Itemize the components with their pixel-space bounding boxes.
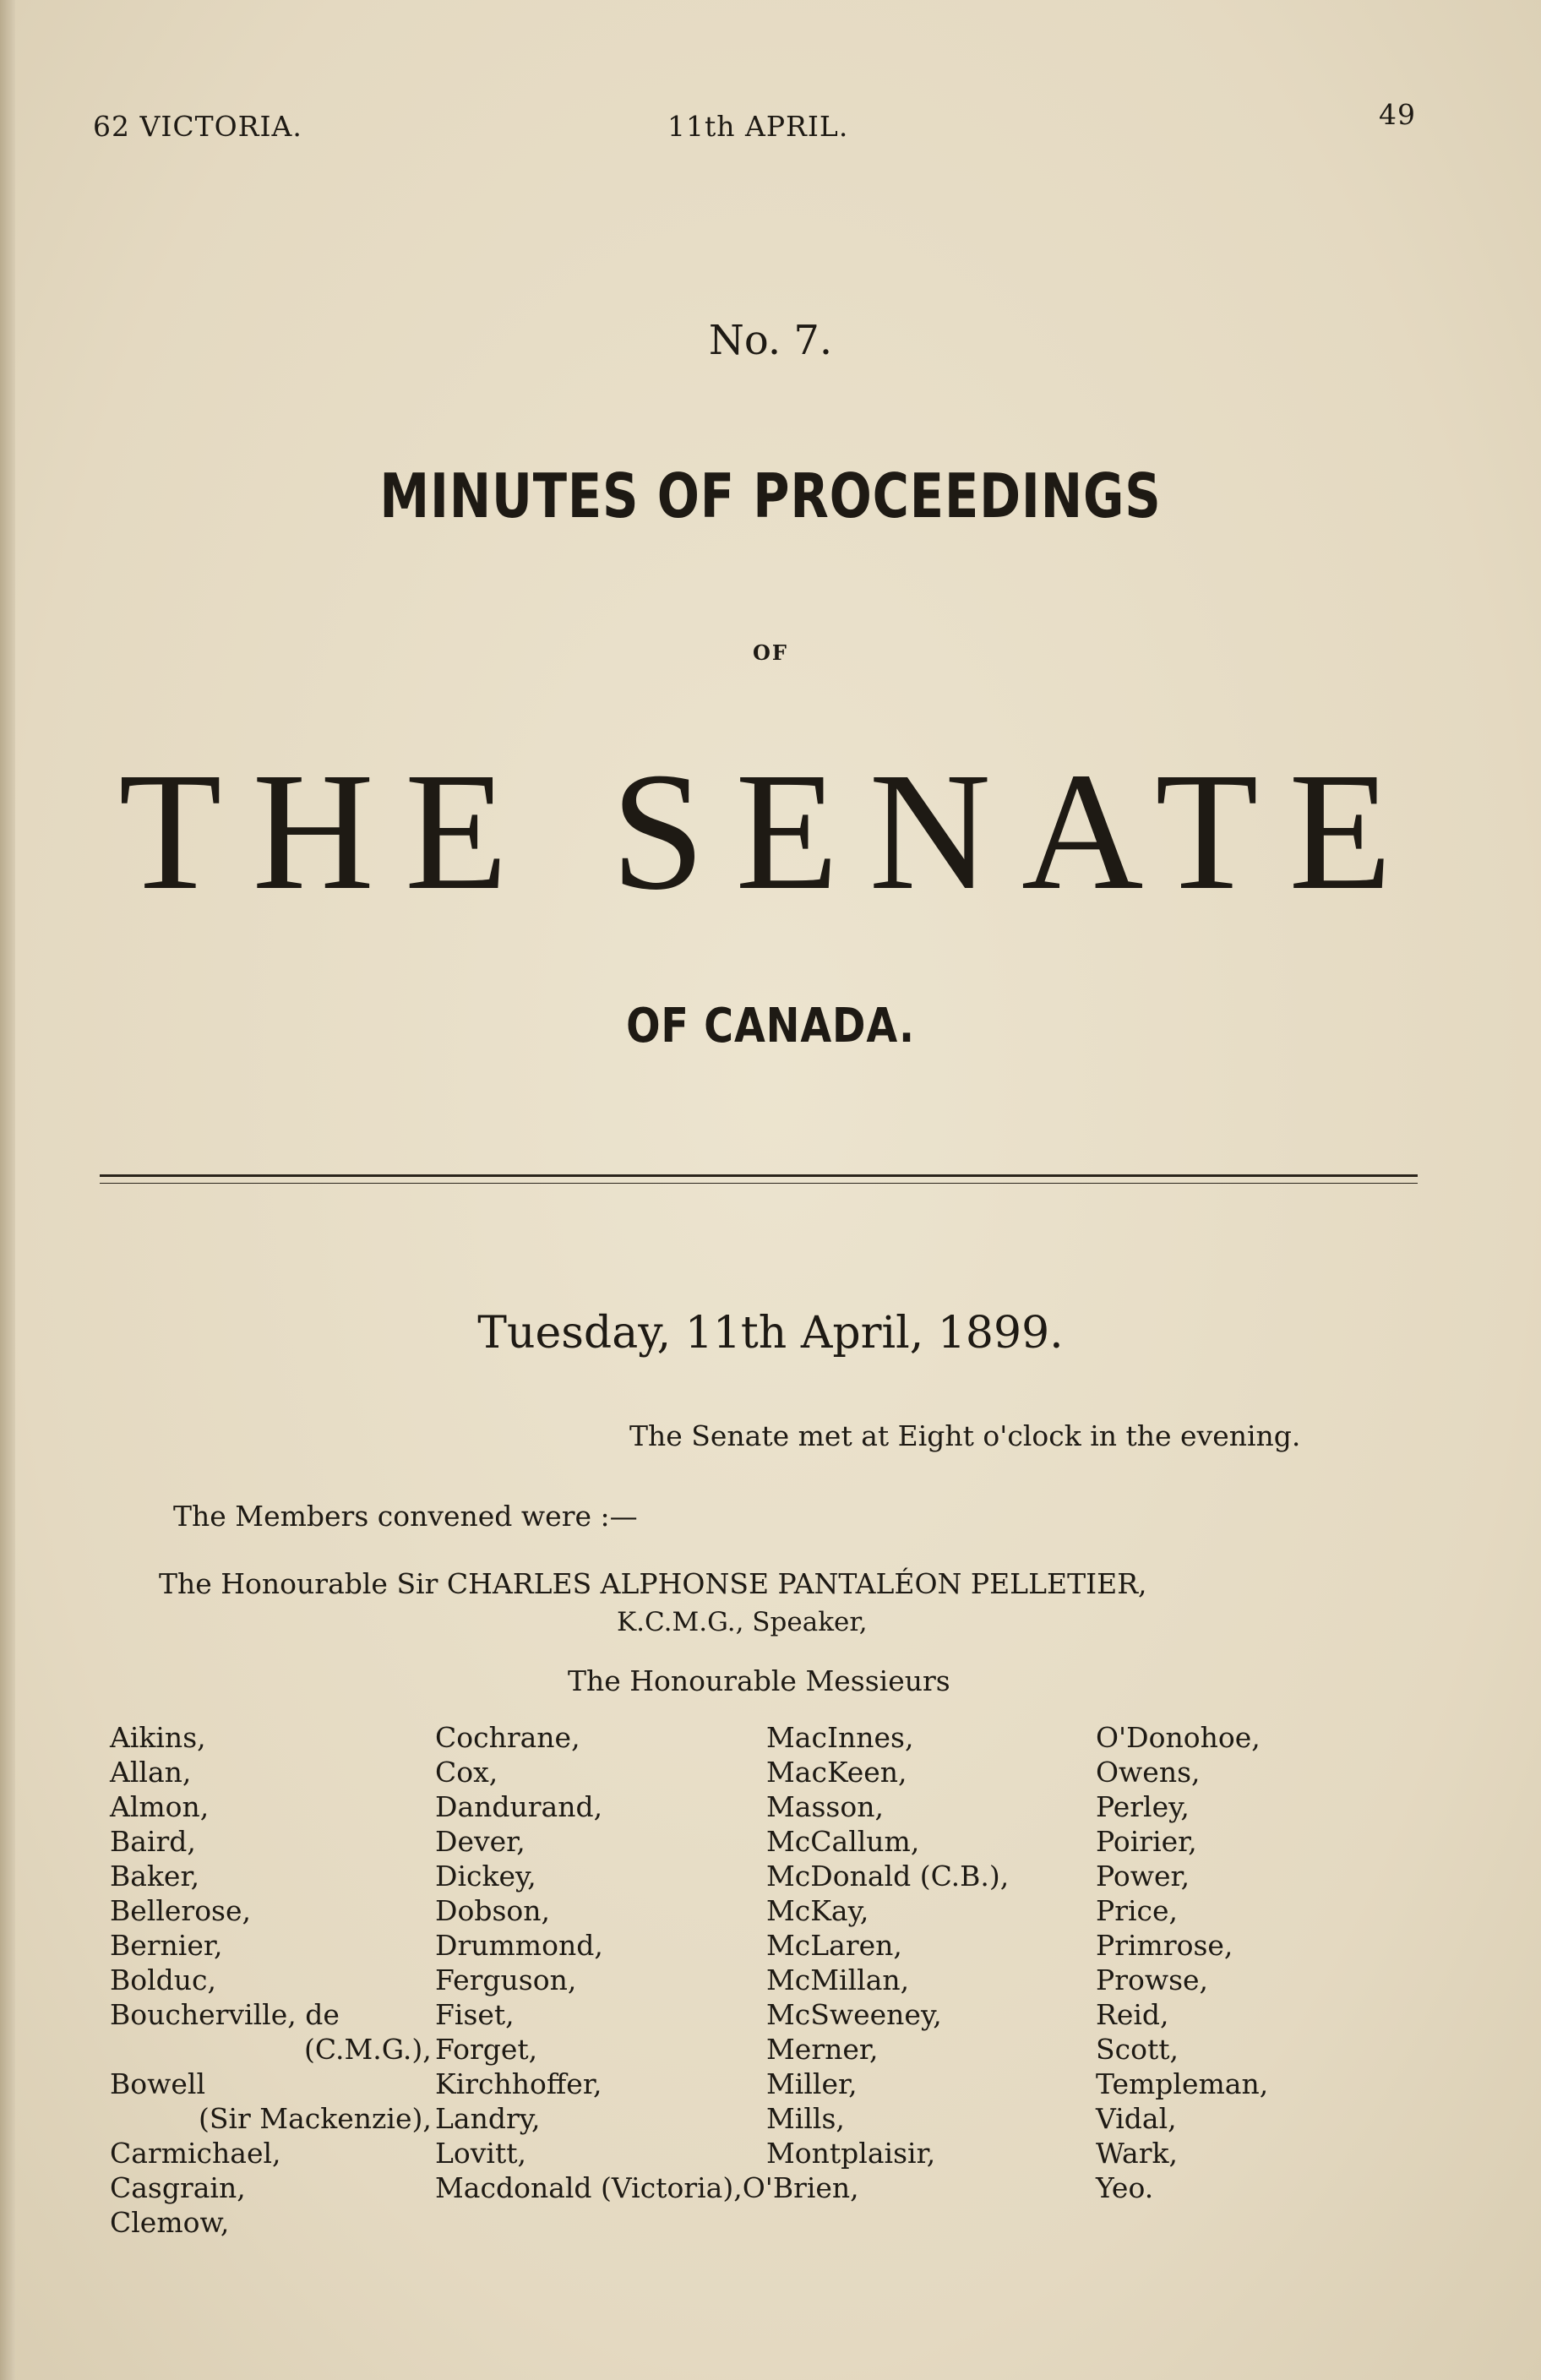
- member-name: Price,: [1096, 1894, 1179, 1927]
- member-name: Forget,: [435, 2033, 538, 2066]
- member-name-continuation: (C.M.G.),: [304, 2033, 432, 2066]
- member-name: Reid,: [1096, 1998, 1169, 2031]
- member-name: Yeo.: [1096, 2171, 1154, 2204]
- members-column-3: [766, 1720, 1009, 2170]
- meeting-time: The Senate met at Eight o'clock in the evening.: [629, 1419, 1301, 1452]
- member-name: Dobson,: [435, 1894, 550, 1927]
- member-name: Bellerose,: [110, 1894, 252, 1927]
- member-name: Bowell: [110, 2067, 206, 2100]
- member-name: Bolduc,: [110, 1963, 217, 1996]
- member-name: Templeman,: [1096, 2067, 1269, 2100]
- date-heading: Tuesday, 11th April, 1899.: [477, 1308, 1064, 1359]
- member-name: Montplaisir,: [766, 2137, 936, 2170]
- members-column-1: [110, 1720, 432, 2240]
- member-name: Prowse,: [1096, 1963, 1209, 1996]
- member-name: Ferguson,: [435, 1963, 577, 1996]
- running-head-left: 62 VICTORIA.: [93, 110, 302, 143]
- member-name: Perley,: [1096, 1790, 1190, 1823]
- member-name: Almon,: [110, 1790, 210, 1823]
- member-name: Dickey,: [435, 1860, 536, 1893]
- member-name: Poirier,: [1096, 1825, 1197, 1858]
- member-name: Aikins,: [110, 1721, 206, 1754]
- member-name: Kirchhoffer,: [435, 2067, 602, 2100]
- running-head-date: 11th APRIL.: [667, 110, 849, 143]
- member-name: Clemow,: [110, 2206, 230, 2239]
- issue-number: No. 7.: [708, 317, 833, 364]
- page-number: 49: [1379, 98, 1416, 131]
- member-name: Landry,: [435, 2102, 541, 2135]
- member-name: Macdonald (Victoria),O'Brien,: [435, 2171, 859, 2204]
- title-minutes: MINUTES OF PROCEEDINGS: [379, 460, 1162, 531]
- title-of: OF: [753, 640, 788, 665]
- member-name: Miller,: [766, 2067, 858, 2100]
- member-name: McCallum,: [766, 1825, 920, 1858]
- title-the-senate: THE SENATE: [118, 738, 1423, 925]
- member-name: Primrose,: [1096, 1929, 1233, 1962]
- member-name-continuation: (Sir Mackenzie),: [199, 2102, 432, 2135]
- member-name: Cox,: [435, 1756, 498, 1789]
- double-rule-thick: [100, 1174, 1418, 1177]
- member-name: Wark,: [1096, 2137, 1178, 2170]
- member-name: Owens,: [1096, 1756, 1201, 1789]
- member-name: McKay,: [766, 1894, 869, 1927]
- member-name: O'Donohoe,: [1096, 1721, 1261, 1754]
- member-name: Merner,: [766, 2033, 879, 2066]
- member-name: Dandurand,: [435, 1790, 603, 1823]
- member-name: Scott,: [1096, 2033, 1179, 2066]
- double-rule-thin: [100, 1183, 1418, 1184]
- member-name: Dever,: [435, 1825, 525, 1858]
- title-of-canada: OF CANADA.: [626, 999, 915, 1054]
- member-name: Baker,: [110, 1860, 200, 1893]
- member-name: McSweeney,: [766, 1998, 942, 2031]
- messieurs-heading: The Honourable Messieurs: [568, 1664, 950, 1697]
- member-name: Cochrane,: [435, 1721, 580, 1754]
- members-column-4: [1096, 1720, 1268, 2205]
- member-name: Power,: [1096, 1860, 1190, 1893]
- member-name: McLaren,: [766, 1929, 902, 1962]
- member-name: Carmichael,: [110, 2137, 281, 2170]
- member-name: Fiset,: [435, 1998, 515, 2031]
- member-name: MacInnes,: [766, 1721, 914, 1754]
- member-name: MacKeen,: [766, 1756, 907, 1789]
- member-name: Mills,: [766, 2102, 845, 2135]
- member-name: Boucherville, de: [110, 1998, 340, 2031]
- member-name: McMillan,: [766, 1963, 910, 1996]
- member-name: McDonald (C.B.),: [766, 1860, 1010, 1893]
- member-name: Vidal,: [1096, 2102, 1177, 2135]
- members-convened-intro: The Members convened were :—: [173, 1500, 638, 1533]
- speaker-name: The Honourable Sir CHARLES ALPHONSE PANTALÉON PELLETIER,: [159, 1567, 1147, 1600]
- member-name: Allan,: [110, 1756, 192, 1789]
- member-name: Drummond,: [435, 1929, 603, 1962]
- speaker-title: K.C.M.G., Speaker,: [617, 1607, 868, 1637]
- member-name: Baird,: [110, 1825, 196, 1858]
- member-name: Bernier,: [110, 1929, 223, 1962]
- member-name: Lovitt,: [435, 2137, 526, 2170]
- member-name: Masson,: [766, 1790, 884, 1823]
- member-name: Casgrain,: [110, 2171, 246, 2204]
